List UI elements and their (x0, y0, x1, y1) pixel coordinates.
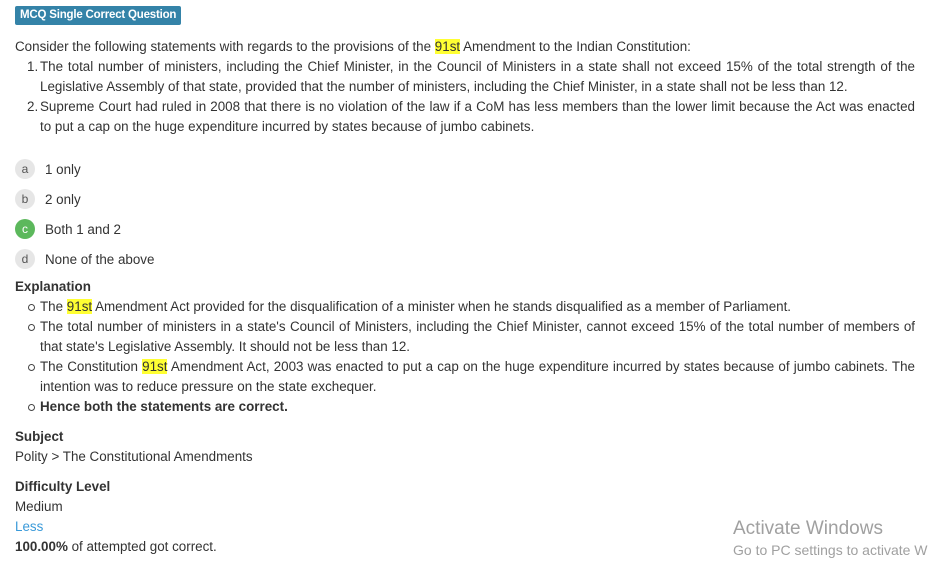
explanation-title: Explanation (15, 279, 91, 294)
option-a[interactable] (15, 154, 154, 184)
option-label: 2 only (45, 191, 81, 207)
activate-windows-watermark (733, 519, 928, 557)
bullet-icon (28, 304, 35, 311)
attempt-stat: 100.00% of attempted got correct. (15, 539, 217, 554)
explanation-item (27, 397, 915, 417)
subject-value: Polity > The Constitutional Amendments (15, 449, 253, 464)
statement-item: 1. The total number of ministers, including the Chief Minister, in the Council of Ministers in a state shall not exceed 15% of the total strength of the Legislative Assembly of that state, provided that the number of ministers, including the Chief Minister, in a state shall not be less than 12. (27, 59, 915, 94)
option-letter: b (15, 189, 35, 209)
bullet-icon (28, 324, 35, 331)
option-label: None of the above (45, 251, 155, 267)
subject-title: Subject (15, 429, 64, 444)
bullet-icon (28, 364, 35, 371)
difficulty-title: Difficulty Level (15, 479, 111, 494)
answer-options (15, 154, 154, 274)
statement-item: 2. Supreme Court had ruled in 2008 that there is no violation of the law if a CoM has less members than the lower limit because the Act was enacted to put a cap on the huge expenditure incurred by states because of jumbo cabinets. (27, 99, 915, 134)
highlight-91st: 91st (142, 359, 168, 374)
question-type-badge: MCQ Single Correct Question (15, 6, 181, 25)
explanation-item: The 91st Amendment Act provided for the disqualification of a minister when he stands disqualified as a member of Parliament. (27, 297, 915, 317)
difficulty-section (15, 477, 217, 557)
explanation-item: The total number of ministers in a state's Council of Ministers, including the Chief Minister, cannot exceed 15% of the total number of members of that state's Legislative Assembly. It should not be less than 12. (27, 317, 915, 357)
option-label: Both 1 and 2 (45, 221, 121, 237)
option-letter: a (15, 159, 35, 179)
option-d[interactable] (15, 244, 154, 274)
statement-list (15, 57, 915, 137)
explanation-section (15, 277, 915, 417)
option-label: 1 only (45, 161, 81, 177)
explanation-item: The Constitution 91st Amendment Act, 2003 was enacted to put a cap on the huge expenditure incurred by states because of jumbo cabinets. The intention was to reduce pressure on the state exchequer. (27, 357, 915, 397)
explanation-conclusion: Hence both the statements are correct. (40, 399, 288, 414)
explanation-list (15, 297, 915, 417)
watermark-subtitle: Go to PC settings to activate W (733, 542, 928, 558)
watermark-title: Activate Windows (733, 518, 883, 539)
bullet-icon (28, 404, 35, 411)
highlight-91st: 91st (66, 299, 93, 314)
option-c-correct[interactable] (15, 214, 154, 244)
subject-section (15, 427, 253, 467)
question-stem (15, 37, 915, 137)
option-letter: d (15, 249, 35, 269)
difficulty-value: Medium (15, 499, 63, 514)
option-b[interactable] (15, 184, 154, 214)
less-link[interactable]: Less (15, 519, 44, 534)
attempt-percent: 100.00% (15, 539, 68, 554)
option-letter: c (15, 219, 35, 239)
highlight-91st: 91st (434, 39, 461, 54)
question-intro: Consider the following statements with regards to the provisions of the 91st Amendment to the Indian Constitution: (15, 39, 691, 54)
